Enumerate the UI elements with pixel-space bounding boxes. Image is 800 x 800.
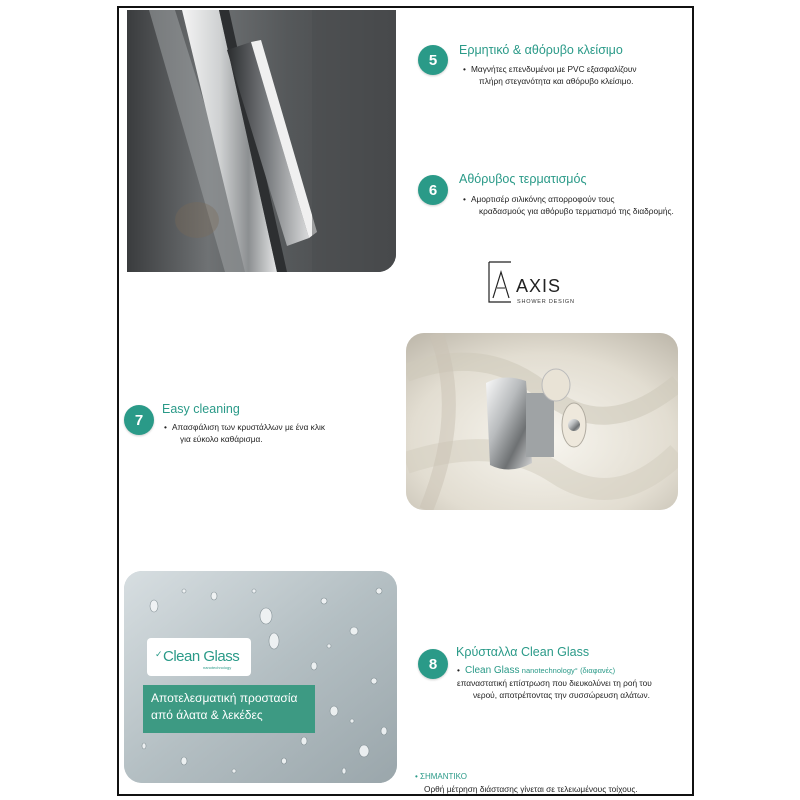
important-note-text: Ορθή μέτρηση διάστασης γίνεται σε τελειωμένους τοίχους. <box>424 784 638 794</box>
feature-6-title: Αθόρυβος τερματισμός <box>459 172 587 186</box>
bullet-icon: • <box>463 64 466 74</box>
handle-photo <box>127 10 396 272</box>
feature-6-description: • Αμορτισέρ σιλικόνης απορροφούν τους κραδασμούς για αθόρυβο τερματισμό της διαδρομής. <box>463 194 674 216</box>
feature-5-number: 5 <box>418 45 448 75</box>
feature-8-title: Κρύσταλλα Clean Glass <box>456 645 590 659</box>
important-note-label: • ΣΗΜΑΝΤΙΚΟ <box>415 772 467 781</box>
page-frame <box>117 6 694 796</box>
roller-photo <box>406 333 678 510</box>
clean-glass-brand-sub: nanotechnology <box>203 665 232 670</box>
bullet-icon: • <box>415 772 418 781</box>
feature-7-description: • Απασφάλιση των κρυστάλλων με ένα κλικ για εύκολο καθάρισμα. <box>164 422 325 444</box>
feature-7-number: 7 <box>124 405 154 435</box>
bullet-icon: • <box>463 194 466 204</box>
bullet-icon: • <box>457 665 460 675</box>
clean-glass-photo <box>124 571 397 783</box>
clean-glass-logo-mark: ✓ <box>155 649 163 659</box>
feature-6-number: 6 <box>418 175 448 205</box>
clean-glass-inline-suffix: nanotechnology <box>521 666 575 675</box>
bullet-icon: • <box>164 422 167 432</box>
clean-glass-inline-brand: Clean Glass <box>465 665 520 676</box>
axis-logo-text: AXIS <box>516 276 562 296</box>
clean-glass-brand: Clean Glass <box>163 648 240 665</box>
feature-5-title: Ερμητικό & αθόρυβο κλείσιμο <box>459 43 623 57</box>
clean-glass-banner: Αποτελεσματική προστασία από άλατα & λεκέδες <box>143 685 315 733</box>
feature-5-description: • Μαγνήτες επενδυμένοι με PVC εξασφαλίζουν πλήρη στεγανότητα και αθόρυβο κλείσιμο. <box>463 64 637 86</box>
feature-8-number: 8 <box>418 649 448 679</box>
clean-glass-inline-note: (διαφανές) <box>580 666 616 675</box>
axis-logo-subtitle: SHOWER DESIGN <box>517 299 575 305</box>
feature-7-title: Easy cleaning <box>162 402 240 416</box>
axis-logo-mark <box>487 260 513 304</box>
feature-8-description: • Clean Glass nanotechnology° (διαφανές) επαναστατική επίστρωση που διευκολύνει τη ροή του νερού, αποτρέποντας την συσσώρευση αλάτων. <box>457 665 652 700</box>
